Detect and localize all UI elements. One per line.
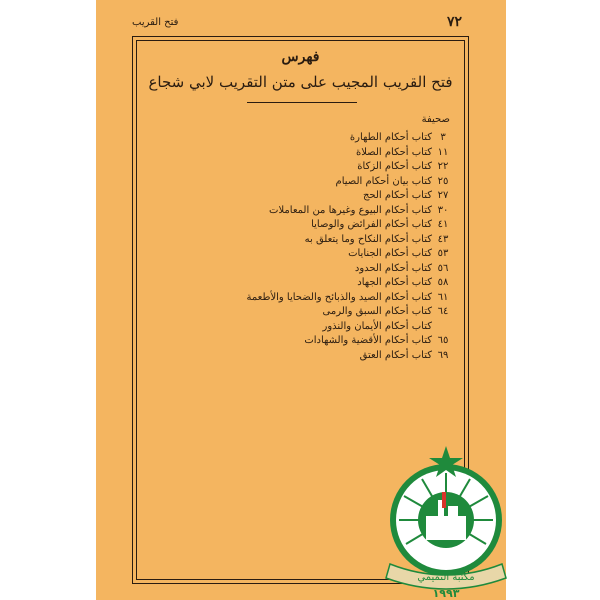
logo-library-name: مكتبة التميمي bbox=[417, 572, 475, 583]
toc-entry-page: ٥٣ bbox=[437, 248, 449, 259]
toc-entry-page: ٣٠ bbox=[437, 204, 449, 216]
toc-entry bbox=[147, 276, 454, 291]
toc-entry bbox=[147, 204, 454, 219]
toc-entry bbox=[147, 262, 454, 277]
title-underline bbox=[247, 102, 357, 103]
toc-entry-title: كتاب أحكام النكاح وما يتعلق به bbox=[304, 233, 432, 245]
toc-entry bbox=[147, 160, 454, 175]
running-head bbox=[96, 14, 506, 34]
toc-entry-page: ٦١ bbox=[437, 291, 449, 303]
toc-entry bbox=[147, 146, 454, 161]
toc-entry-title: كتاب أحكام الأيمان والنذور bbox=[322, 320, 432, 332]
toc-entry-title: كتاب أحكام الطهارة bbox=[349, 132, 432, 143]
index-heading: فهرس bbox=[281, 49, 320, 65]
toc-entry bbox=[147, 233, 454, 248]
toc-entry-title: كتاب أحكام الحج bbox=[362, 190, 432, 201]
table-of-contents bbox=[147, 131, 454, 363]
toc-entry bbox=[147, 218, 454, 233]
logo-year: ١٩٩٣ bbox=[432, 587, 460, 600]
toc-entry-page: ٢٥ bbox=[437, 175, 449, 187]
toc-entry-page: ٦٤ bbox=[437, 306, 449, 317]
toc-entry-page: ٤٣ bbox=[437, 233, 449, 245]
book-title: فتح القريب المجيب على متن التقريب لابي شجاع bbox=[148, 73, 453, 91]
toc-entry-page: ٦٩ bbox=[437, 349, 449, 361]
library-logo bbox=[382, 440, 510, 600]
page-number: ٧٢ bbox=[446, 14, 462, 30]
toc-entry-title: كتاب أحكام الأقضية والشهادات bbox=[304, 335, 432, 346]
toc-entry bbox=[147, 131, 454, 146]
toc-entry-page: ٦٥ bbox=[437, 335, 449, 346]
toc-entry bbox=[147, 291, 454, 306]
toc-entry-page: ٣ bbox=[440, 132, 446, 143]
toc-entry-page: ٢٧ bbox=[437, 190, 449, 201]
toc-entry-page: ٤١ bbox=[437, 219, 449, 230]
toc-entry-title: كتاب أحكام الحدود bbox=[354, 262, 432, 274]
toc-entry-title: كتاب أحكام الفرائض والوصايا bbox=[311, 219, 432, 230]
toc-entry-title: كتاب أحكام الزكاة bbox=[357, 161, 432, 172]
toc-entry-title: كتاب بيان أحكام الصيام bbox=[335, 175, 432, 187]
toc-entry bbox=[147, 349, 454, 364]
running-title: فتح القريب bbox=[132, 17, 179, 28]
toc-entry-title: كتاب أحكام الصلاة bbox=[355, 146, 432, 158]
toc-entry-title: كتاب أحكام الصيد والذبائح والضحايا والأطعمة bbox=[246, 291, 432, 303]
toc-entry-title: كتاب أحكام البيوع وغيرها من المعاملات bbox=[269, 204, 432, 216]
toc-entry-page: ٥٦ bbox=[437, 262, 449, 274]
toc-entry bbox=[147, 305, 454, 320]
toc-entry-title: كتاب أحكام السبق والرمى bbox=[322, 306, 432, 317]
toc-entry-title: كتاب أحكام الجنايات bbox=[348, 248, 432, 259]
toc-entry-title: كتاب أحكام الجهاد bbox=[357, 277, 432, 288]
toc-entry bbox=[147, 320, 454, 335]
page-column-label: صحيفة bbox=[421, 114, 450, 125]
toc-entry bbox=[147, 189, 454, 204]
toc-entry-page: ٥٨ bbox=[437, 277, 449, 288]
toc-entry bbox=[147, 334, 454, 349]
toc-entry-title: كتاب أحكام العتق bbox=[359, 349, 432, 361]
toc-entry bbox=[147, 247, 454, 262]
logo-candle-icon bbox=[442, 492, 446, 508]
toc-entry bbox=[147, 175, 454, 190]
toc-entry-page: ٢٢ bbox=[437, 161, 449, 172]
toc-entry-page: ١١ bbox=[437, 146, 449, 158]
